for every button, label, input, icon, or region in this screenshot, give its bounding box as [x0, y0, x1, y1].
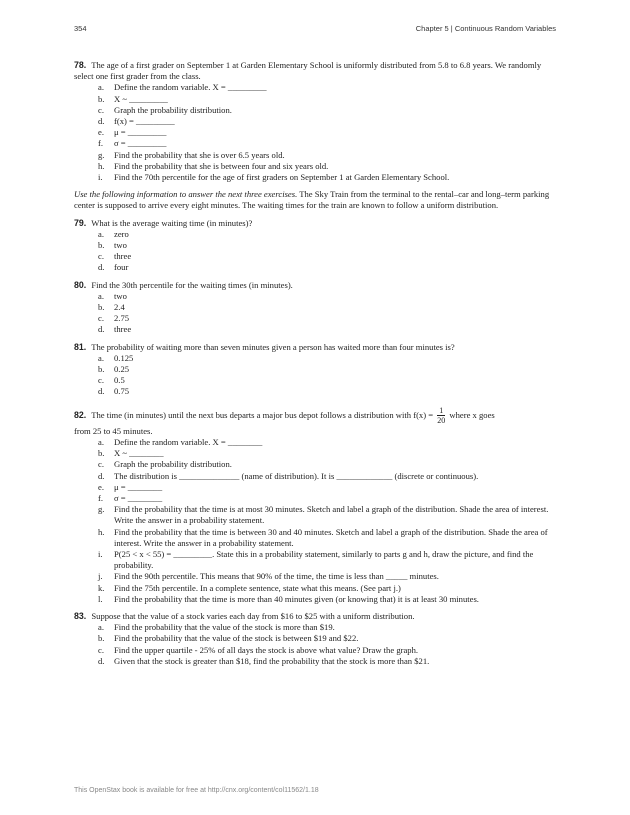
item-marker: a.: [98, 290, 104, 301]
item-text: Find the upper quartile - 25% of all days the stock is above what value? Draw the graph.: [114, 644, 419, 655]
list-item: [74, 94, 558, 105]
item-marker: c.: [98, 104, 104, 115]
item-text: four: [114, 262, 129, 273]
exercise-83: [74, 611, 558, 667]
item-text: X ~ _________: [114, 93, 168, 104]
item-text: Find the probability that the time is more than 40 minutes given (or knowing that) it is at least 30 minutes.: [114, 593, 479, 604]
item-text: P(25 < x < 55) = _________. State this in a probability statement, similarly to parts g and h, draw the picture, and find the probability.: [114, 548, 534, 571]
list-item: [74, 313, 558, 324]
item-marker: b.: [98, 364, 105, 375]
list-item: [74, 105, 558, 116]
exercise-number: 80.: [74, 279, 87, 290]
item-marker: b.: [98, 302, 105, 313]
list-item: [74, 291, 558, 302]
item-text: X ~ ________: [114, 448, 164, 459]
item-marker: b.: [98, 240, 105, 251]
answer-list: [74, 291, 558, 336]
item-marker: k.: [98, 582, 105, 593]
item-marker: e.: [98, 127, 104, 138]
answer-list: [74, 437, 558, 605]
item-marker: c.: [98, 313, 104, 324]
item-text: 0.75: [114, 386, 130, 397]
exercise-79: [74, 218, 558, 274]
exercise-number: 81.: [74, 341, 87, 352]
item-marker: a.: [98, 622, 104, 633]
item-text: 2.75: [114, 313, 130, 324]
list-item: [74, 161, 558, 172]
item-text: σ = _________: [114, 138, 167, 149]
list-item: [74, 583, 558, 594]
exercise-text: The age of a first grader on September 1 at Garden Elementary School is uniformly distributed from 5.8 to 6.8 years. We randomly select one first grader from the class.: [74, 60, 542, 82]
item-marker: c.: [98, 459, 104, 470]
item-marker: e.: [98, 481, 104, 492]
item-marker: d.: [98, 470, 105, 481]
list-item: [74, 302, 558, 313]
answer-list: [74, 622, 558, 667]
exercise-text: What is the average waiting time (in minutes)?: [91, 217, 253, 228]
item-text: three: [114, 324, 132, 335]
item-marker: g.: [98, 504, 105, 515]
item-marker: j.: [98, 571, 103, 582]
item-marker: c.: [98, 375, 104, 386]
item-marker: d.: [98, 262, 105, 273]
exercise-number: 83.: [74, 610, 87, 621]
item-text: Define the random variable. X = _________: [114, 82, 267, 93]
page-number: 354: [74, 24, 87, 33]
item-text: 0.5: [114, 375, 125, 386]
item-text: Find the 90th percentile. This means that 90% of the time, the time is less than _____ minutes.: [114, 571, 439, 582]
item-marker: h.: [98, 526, 105, 537]
answer-list: [74, 82, 558, 183]
list-item: [74, 375, 558, 386]
item-text: Given that the stock is greater than $18, find the probability that the stock is more than $21.: [114, 655, 430, 666]
answer-list: [74, 353, 558, 398]
item-marker: f.: [98, 492, 104, 503]
item-text: f(x) = _________: [114, 116, 175, 127]
list-item: [74, 172, 558, 183]
item-text: three: [114, 251, 132, 262]
item-text: Find the probability that she is between four and six years old.: [114, 160, 329, 171]
list-item: [74, 353, 558, 364]
item-text: 0.125: [114, 352, 134, 363]
item-marker: f.: [98, 138, 104, 149]
instructions-italic: Use the following information to answer the next three exercises.: [74, 189, 298, 200]
exercise-number: 78.: [74, 60, 87, 70]
page-header: [74, 24, 556, 33]
answer-list: [74, 229, 558, 274]
exercise-78: [74, 60, 558, 183]
exercise-text-after: where x goes: [449, 409, 495, 420]
list-item: [74, 459, 558, 470]
exercise-number: 82.: [74, 409, 87, 420]
item-text: two: [114, 240, 127, 251]
list-item: [74, 240, 558, 251]
item-text: Graph the probability distribution.: [114, 459, 232, 470]
exercise-text-continued: from 25 to 45 minutes.: [74, 425, 153, 436]
exercise-81: [74, 342, 558, 398]
chapter-title: Chapter 5 | Continuous Random Variables: [415, 24, 556, 33]
exercise-text: The probability of waiting more than seven minutes given a person has waited more than four minutes is?: [91, 341, 455, 352]
item-marker: c.: [98, 251, 104, 262]
list-item: [74, 116, 558, 127]
item-text: 2.4: [114, 302, 125, 313]
list-item: [74, 656, 558, 667]
fraction: [437, 406, 445, 425]
fraction-denominator: 20: [437, 416, 446, 426]
list-item: [74, 645, 558, 656]
item-text: two: [114, 290, 127, 301]
list-item: [74, 527, 558, 549]
item-text: 0.25: [114, 364, 130, 375]
item-marker: d.: [98, 655, 105, 666]
list-item: [74, 127, 558, 138]
list-item: [74, 229, 558, 240]
item-text: Find the probability that the value of the stock is more than $19.: [114, 622, 335, 633]
list-item: [74, 324, 558, 335]
item-marker: d.: [98, 324, 105, 335]
list-item: [74, 594, 558, 605]
item-text: The distribution is ______________ (name of distribution). It is _____________ (discrete or continuous).: [114, 470, 479, 481]
item-marker: g.: [98, 149, 105, 160]
item-marker: d.: [98, 116, 105, 127]
list-item: [74, 82, 558, 93]
item-marker: b.: [98, 633, 105, 644]
item-text: Find the 70th percentile for the age of first graders on September 1 at Garden Elementary School.: [114, 172, 450, 183]
list-item: [74, 622, 558, 633]
page-footer: This OpenStax book is available for free at http://cnx.org/content/col11562/1.18: [74, 787, 319, 794]
item-text: Find the probability that she is over 6.5 years old.: [114, 149, 285, 160]
list-item: [74, 493, 558, 504]
list-item: [74, 437, 558, 448]
exercise-82: [74, 404, 558, 605]
list-item: [74, 262, 558, 273]
exercise-text: Find the 30th percentile for the waiting times (in minutes).: [91, 279, 293, 290]
page-content: [74, 60, 558, 673]
item-marker: a.: [98, 228, 104, 239]
item-text: Find the probability that the value of the stock is between $19 and $22.: [114, 633, 359, 644]
list-item: [74, 482, 558, 493]
exercise-80: [74, 280, 558, 336]
item-marker: a.: [98, 352, 104, 363]
instructions: [74, 189, 558, 211]
item-text: zero: [114, 228, 129, 239]
item-marker: a.: [98, 436, 104, 447]
item-marker: l.: [98, 593, 103, 604]
list-item: [74, 364, 558, 375]
item-text: σ = ________: [114, 492, 163, 503]
item-marker: c.: [98, 644, 104, 655]
list-item: [74, 251, 558, 262]
item-text: Find the 75th percentile. In a complete sentence, state what this means. (See part j.): [114, 582, 401, 593]
list-item: [74, 150, 558, 161]
item-marker: b.: [98, 448, 105, 459]
list-item: [74, 138, 558, 149]
instructions-text: The Sky Train from the terminal to the rental–car and long–term parking center is supposed to arrive every eight minutes. The waiting times for the train are known to follow a uniform distribution.: [74, 189, 550, 211]
list-item: [74, 549, 558, 571]
item-text: Graph the probability distribution.: [114, 104, 232, 115]
item-marker: d.: [98, 386, 105, 397]
list-item: [74, 448, 558, 459]
list-item: [74, 633, 558, 644]
item-marker: a.: [98, 82, 104, 93]
list-item: [74, 504, 558, 526]
exercise-number: 79.: [74, 217, 87, 228]
list-item: [74, 471, 558, 482]
item-text: Find the probability that the time is between 30 and 40 minutes. Sketch and label a graph of the distribution. Shade the area of interest. Write the answer in a probability statement.: [114, 526, 548, 548]
item-marker: i.: [98, 172, 103, 183]
list-item: [74, 571, 558, 582]
item-marker: b.: [98, 93, 105, 104]
exercise-text: Suppose that the value of a stock varies each day from $16 to $25 with a uniform distribution.: [91, 610, 415, 621]
item-text: Find the probability that the time is at most 30 minutes. Sketch and label a graph of the distribution. Shade the area of interest. Write the answer in a probability statement.: [114, 504, 549, 526]
item-marker: i.: [98, 548, 103, 559]
list-item: [74, 386, 558, 397]
item-text: Define the random variable. X = ________: [114, 436, 263, 447]
item-text: μ = ________: [114, 481, 163, 492]
item-text: μ = _________: [114, 127, 167, 138]
fraction-numerator: 1: [439, 406, 444, 416]
item-marker: h.: [98, 160, 105, 171]
exercise-text: The time (in minutes) until the next bus departs a major bus depot follows a distribution with f(x) =: [91, 409, 434, 420]
